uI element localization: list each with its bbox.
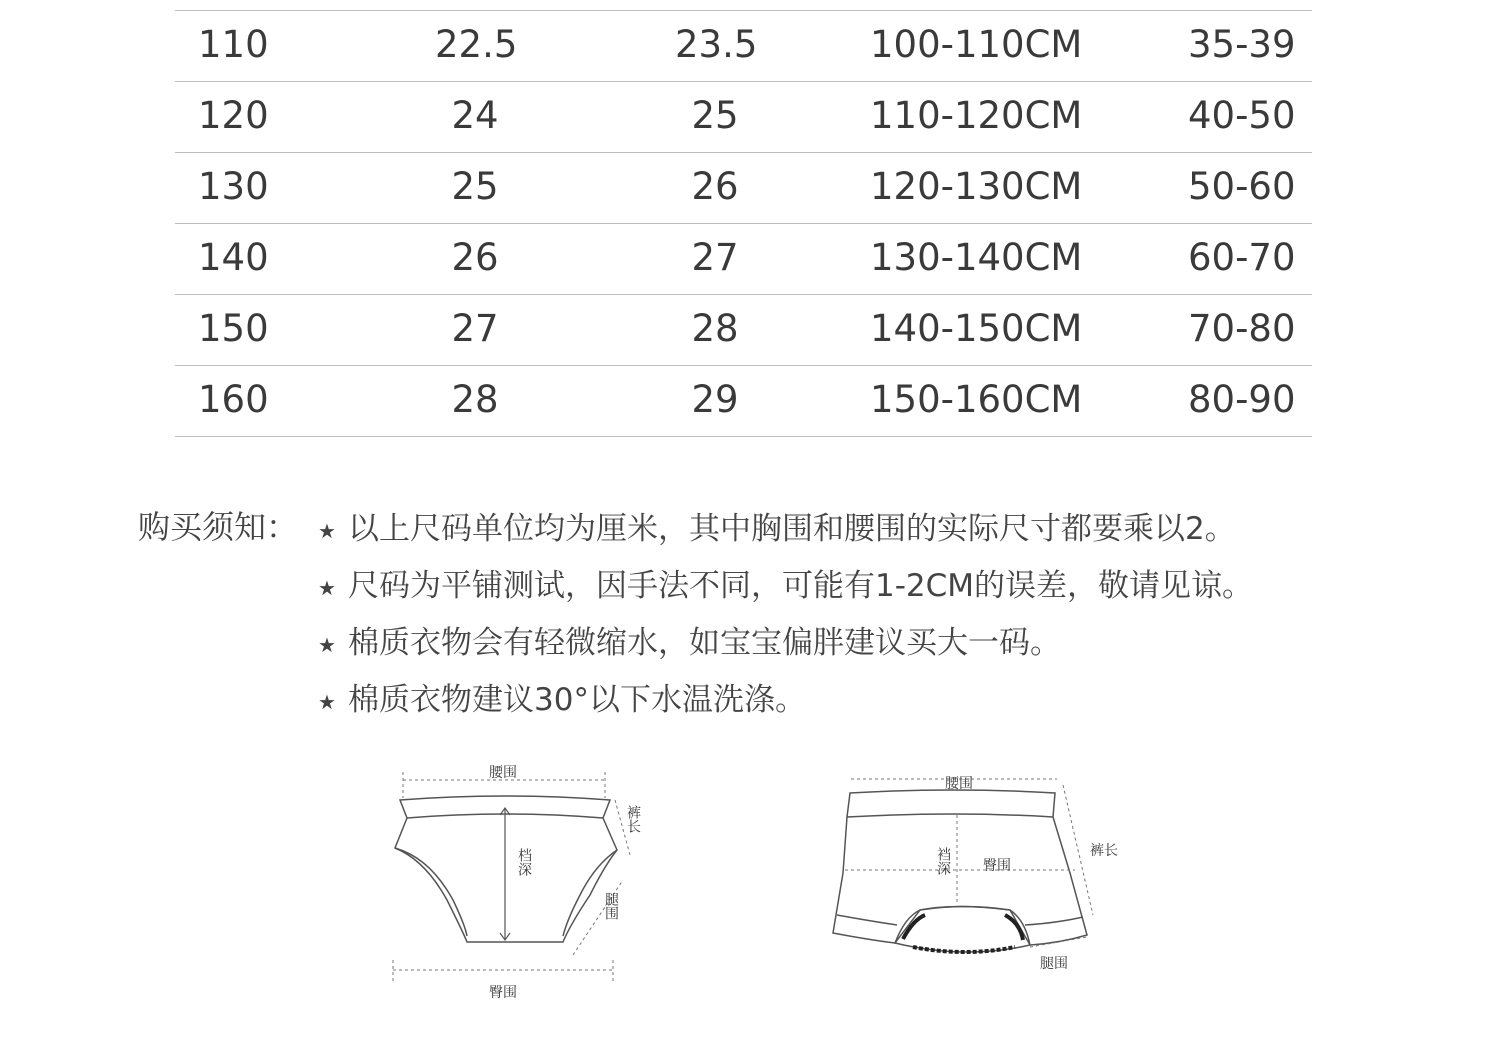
table-cell: 24 [451, 94, 499, 137]
table-cell-height: 110-120CM [870, 94, 1083, 137]
notice-item [318, 678, 806, 724]
table-row [175, 81, 1312, 152]
table-cell-height: 140-150CM [870, 307, 1083, 350]
notice-text: 棉质衣物会有轻微缩水，如宝宝偏胖建议买大一码。 [348, 625, 1061, 661]
table-cell-height: 130-140CM [870, 236, 1083, 279]
boxer-diagram [825, 765, 1145, 985]
table-cell-size: 120 [198, 94, 269, 137]
star-icon: ★ [318, 518, 336, 543]
table-cell: 22.5 [435, 23, 518, 66]
table-cell: 26 [691, 165, 739, 208]
boxer-hip-label: 臀围 [983, 858, 1011, 874]
table-row [175, 10, 1312, 81]
notice-text: 棉质衣物建议30°以下水温洗涤。 [348, 682, 806, 718]
table-cell: 25 [691, 94, 739, 137]
star-icon: ★ [318, 575, 336, 600]
table-cell: 27 [691, 236, 739, 279]
boxer-crotch-label: 裆深 [935, 847, 951, 875]
briefs-illustration [385, 760, 655, 1005]
notice-item [318, 507, 1236, 553]
briefs-hip-label: 臀围 [489, 985, 517, 1001]
table-cell-size: 110 [198, 23, 269, 66]
boxer-illustration [825, 765, 1145, 985]
table-cell-weight: 40-50 [1188, 94, 1296, 137]
table-row [175, 294, 1312, 365]
table-cell: 26 [451, 236, 499, 279]
boxer-leg-label: 腿围 [1040, 956, 1068, 972]
briefs-leg-label: 腿围 [603, 892, 619, 920]
table-cell-size: 150 [198, 307, 269, 350]
briefs-waist-label: 腰围 [489, 765, 517, 781]
table-cell-weight: 80-90 [1188, 378, 1296, 421]
boxer-waist-label: 腰围 [945, 776, 973, 792]
table-cell-weight: 60-70 [1188, 236, 1296, 279]
table-cell: 28 [451, 378, 499, 421]
table-row [175, 223, 1312, 294]
briefs-crotch-label: 档深 [516, 848, 532, 876]
notice-item [318, 564, 1253, 610]
size-table [175, 10, 1312, 437]
table-cell-height: 150-160CM [870, 378, 1083, 421]
notice-item [318, 621, 1061, 667]
table-cell: 23.5 [675, 23, 758, 66]
table-cell: 28 [691, 307, 739, 350]
table-cell-size: 130 [198, 165, 269, 208]
table-cell: 25 [451, 165, 499, 208]
boxer-length-label: 裤长 [1090, 843, 1118, 859]
notice-text: 尺码为平铺测试，因手法不同，可能有1-2CM的误差，敬请见谅。 [348, 568, 1254, 604]
table-cell-size: 160 [198, 378, 269, 421]
star-icon: ★ [318, 632, 336, 657]
table-cell-weight: 50-60 [1188, 165, 1296, 208]
notice-title: 购买须知： [138, 508, 299, 546]
table-cell-height: 120-130CM [870, 165, 1083, 208]
notice-text: 以上尺码单位均为厘米，其中胸围和腰围的实际尺寸都要乘以2。 [348, 511, 1236, 547]
table-cell-weight: 70-80 [1188, 307, 1296, 350]
table-row [175, 152, 1312, 223]
star-icon: ★ [318, 689, 336, 714]
briefs-diagram [385, 760, 655, 1005]
table-cell-size: 140 [198, 236, 269, 279]
briefs-length-label: 裤长 [625, 805, 641, 833]
table-cell-weight: 35-39 [1188, 23, 1296, 66]
table-cell: 27 [451, 307, 499, 350]
table-cell: 29 [691, 378, 739, 421]
table-row [175, 365, 1312, 437]
table-cell-height: 100-110CM [870, 23, 1083, 66]
